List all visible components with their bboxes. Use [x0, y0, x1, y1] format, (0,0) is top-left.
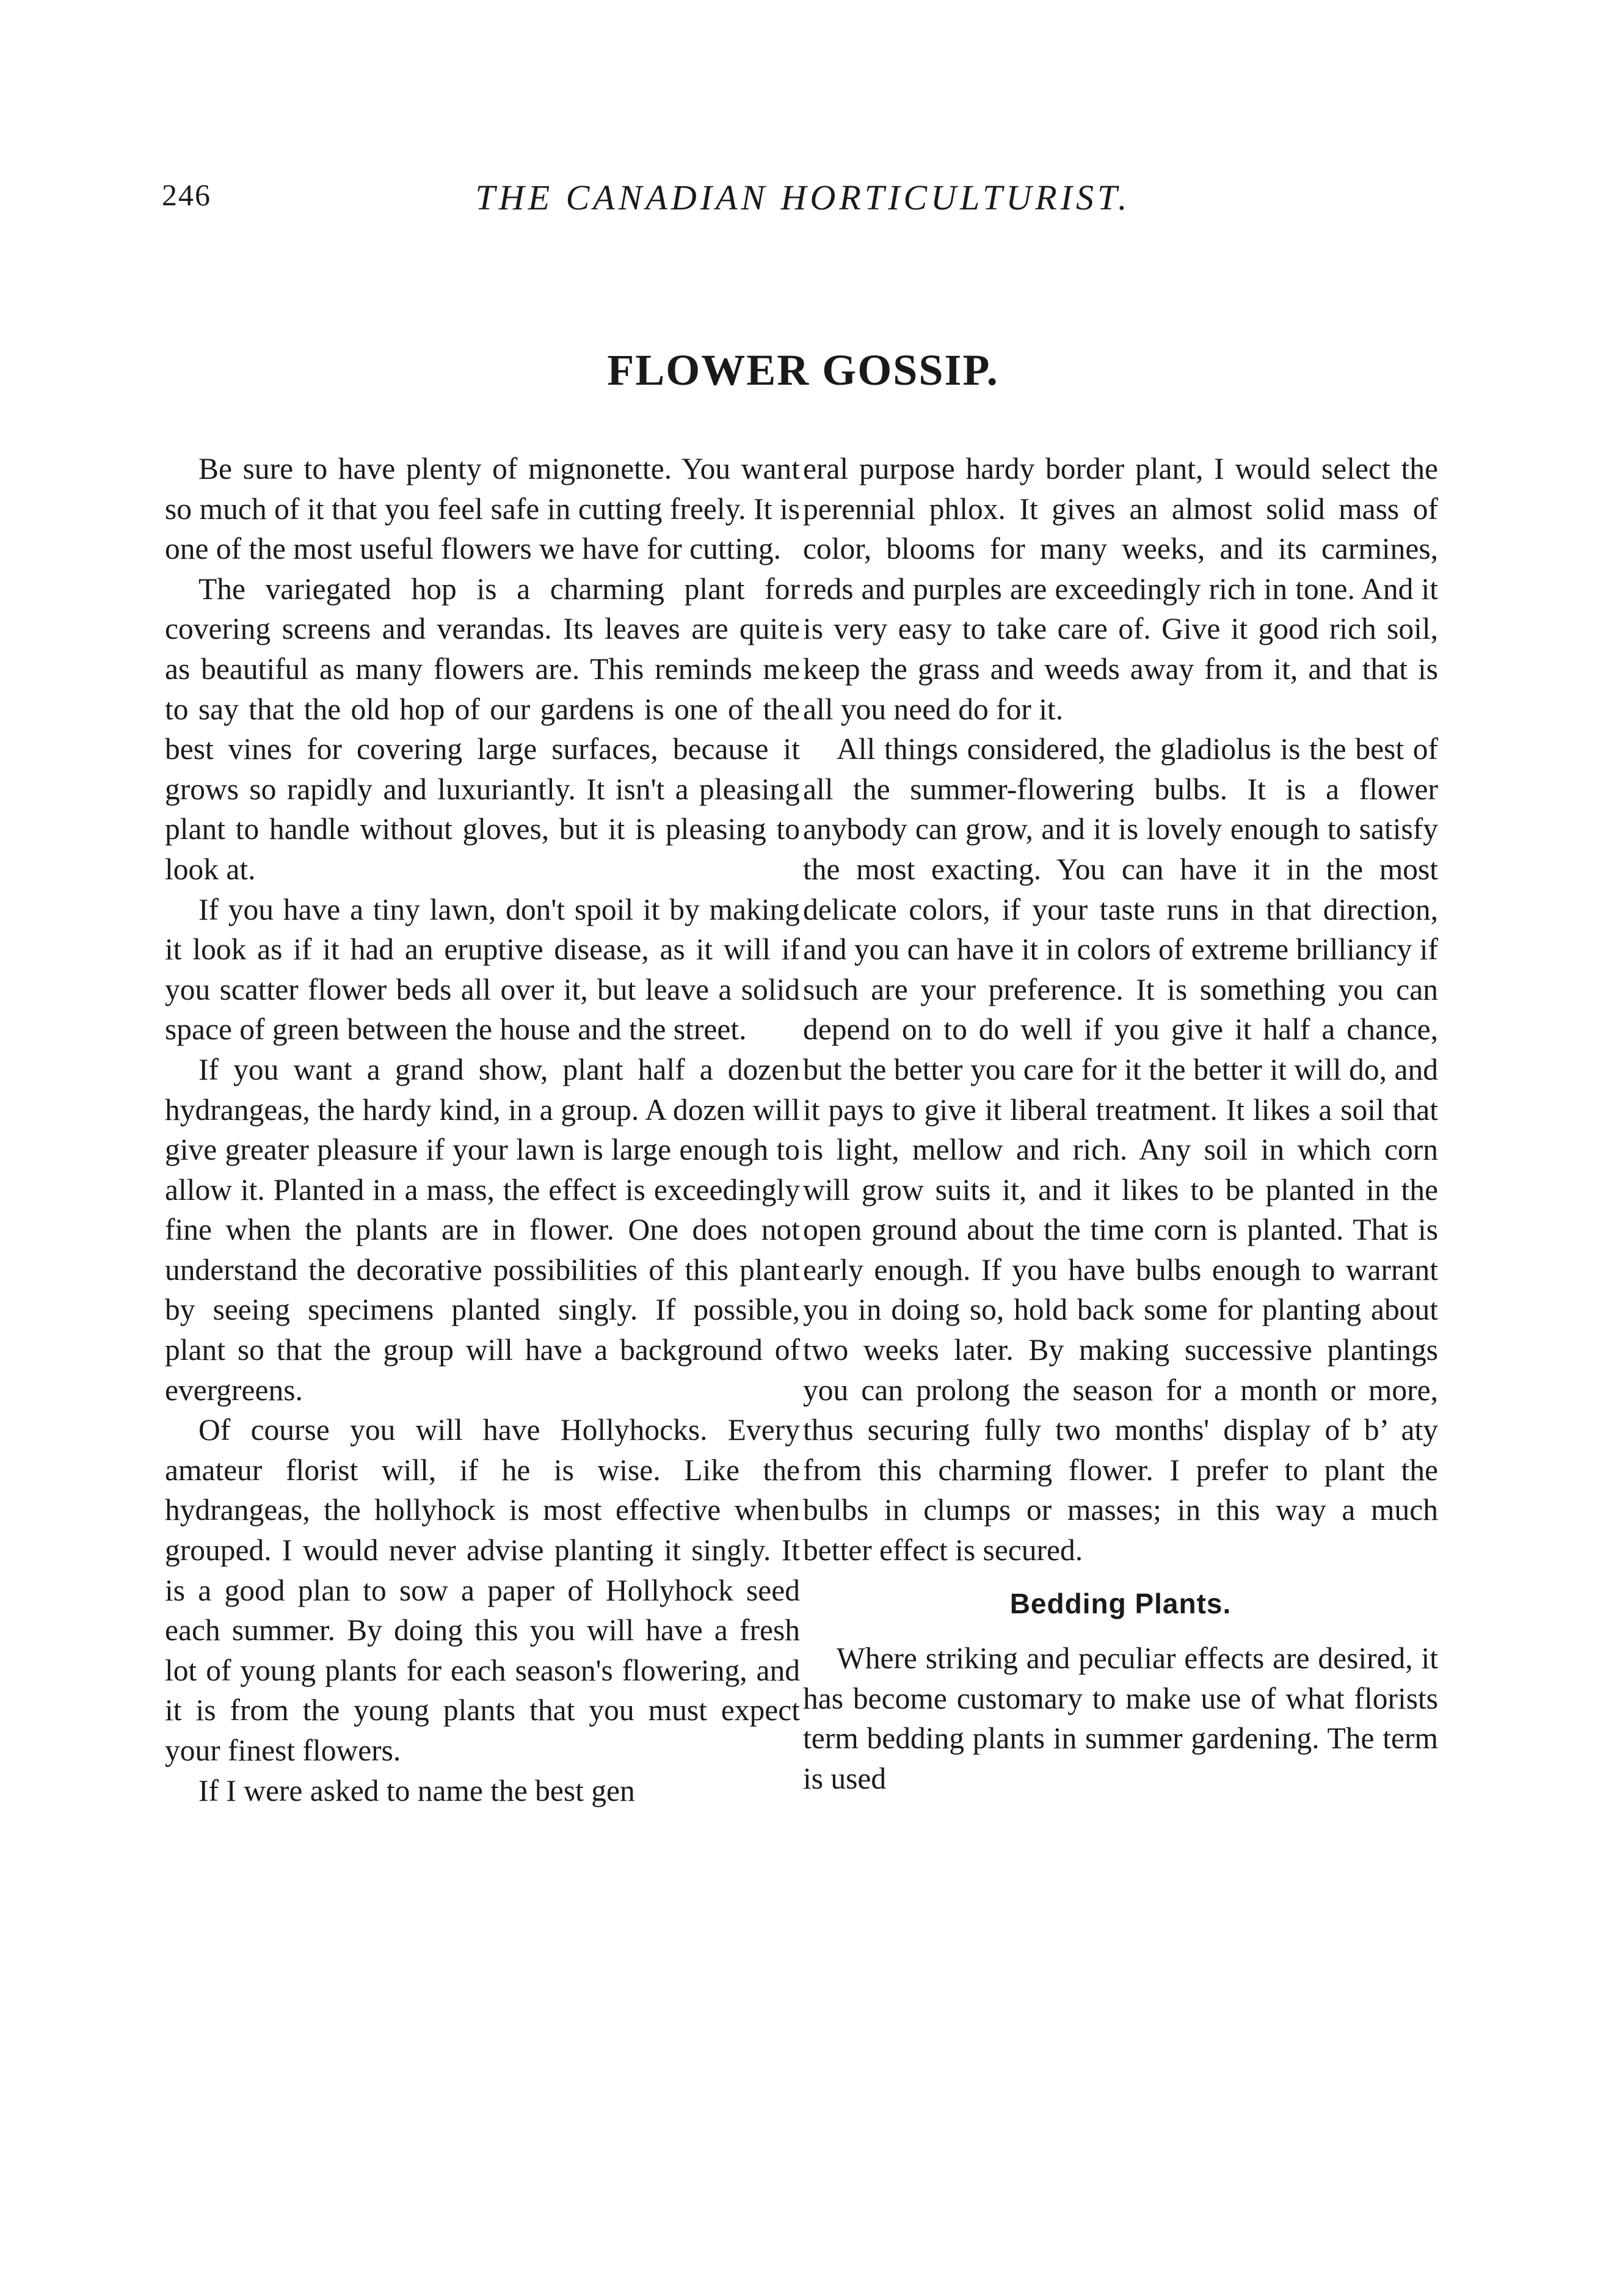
paragraph-tiny-lawn: If you have a tiny lawn, don't spoil it by making it look as if it had an eruptive disease, as it will if you scatter flower beds all over it, but leave a solid space of green between the house and the street. [165, 892, 800, 1047]
paragraph-phlox-continuation: eral purpose hardy border plant, I would select the perennial phlox. It gives an almost solid mass of color, blooms for many weeks, and its carmines, reds and purples are exceedingly rich in tone. And it is very easy to take care of. Give it good rich soil, keep the grass and weeds away from it, and that is all you need do for it. [803, 452, 1438, 726]
running-title: THE CANADIAN HORTICULTURIST. [475, 178, 1131, 217]
paragraph-bedding-plants: Where striking and peculiar effects are desired, it has become customary to make use of what florists term bedding plants in summer gardening. The term is used [803, 1641, 1438, 1795]
right-column [803, 449, 1438, 1799]
left-column [165, 449, 800, 1811]
paragraph-hydrangeas: If you want a grand show, plant half a dozen hydrangeas, the hardy kind, in a group. A dozen will give greater pleasure if your lawn is large enough to allow it. Planted in a mass, the effect is exceedingly fine when the plants are in flower. One does not understand the decorative possibilities of this plant by seeing specimens planted singly. If possible, plant so that the group will have a background of evergreens. [165, 1052, 800, 1407]
paragraph-mignonette: Be sure to have plenty of mignonette. You want so much of it that you feel safe in cutting freely. It is one of the most useful flowers we have for cutting. [165, 452, 800, 566]
article-title: FLOWER GOSSIP. [607, 346, 999, 394]
paragraph-hollyhocks: Of course you will have Hollyhocks. Every amateur florist will, if he is wise. Like the hydrangeas, the hollyhock is most effective when grouped. I would never advise planting it singly. It is a good plan to sow a paper of Hollyhock seed each summer. By doing this you will have a fresh lot of young plants for each season's flowering, and it is from the young plants that you must expect your finest flowers. [165, 1413, 800, 1767]
paragraph-variegated-hop: The variegated hop is a charming plant for covering screens and verandas. Its leaves are quite as beautiful as many flowers are. This reminds me to say that the old hop of our gardens is one of the best vines for covering large surfaces, because it grows so rapidly and luxuriantly. It isn't a pleasing plant to handle without gloves, but it is pleasing to look at. [165, 572, 800, 886]
paragraph-gladiolus: All things considered, the gladiolus is the best of all the summer-flowering bulbs. It is a flower anybody can grow, and it is lovely enough to satisfy the most exacting. You can have it in the most delicate colors, if your taste runs in that direction, and you can have it in colors of extreme brilliancy if such are your preference. It is something you can depend on to do well if you give it half a chance, but the better you care for it the better it will do, and it pays to give it liberal treatment. It likes a soil that is light, mellow and rich. Any soil in which corn will grow suits it, and it likes to be planted in the open ground about the time corn is planted. That is early enough. If you have bulbs enough to warrant you in doing so, hold back some for planting about two weeks later. By making successive plantings you can prolong the season for a month or more, thus securing fully two months' display of b’ aty from this charming flower. I prefer to plant the bulbs in clumps or masses; in this way a much better effect is secured. [803, 732, 1438, 1568]
subheading-bedding-plants: Bedding Plants. [1009, 1587, 1232, 1619]
paragraph-best-border-plant-start: If I were asked to name the best gen [198, 1773, 635, 1807]
page-header [0, 177, 1606, 226]
page-number: 246 [162, 178, 211, 212]
